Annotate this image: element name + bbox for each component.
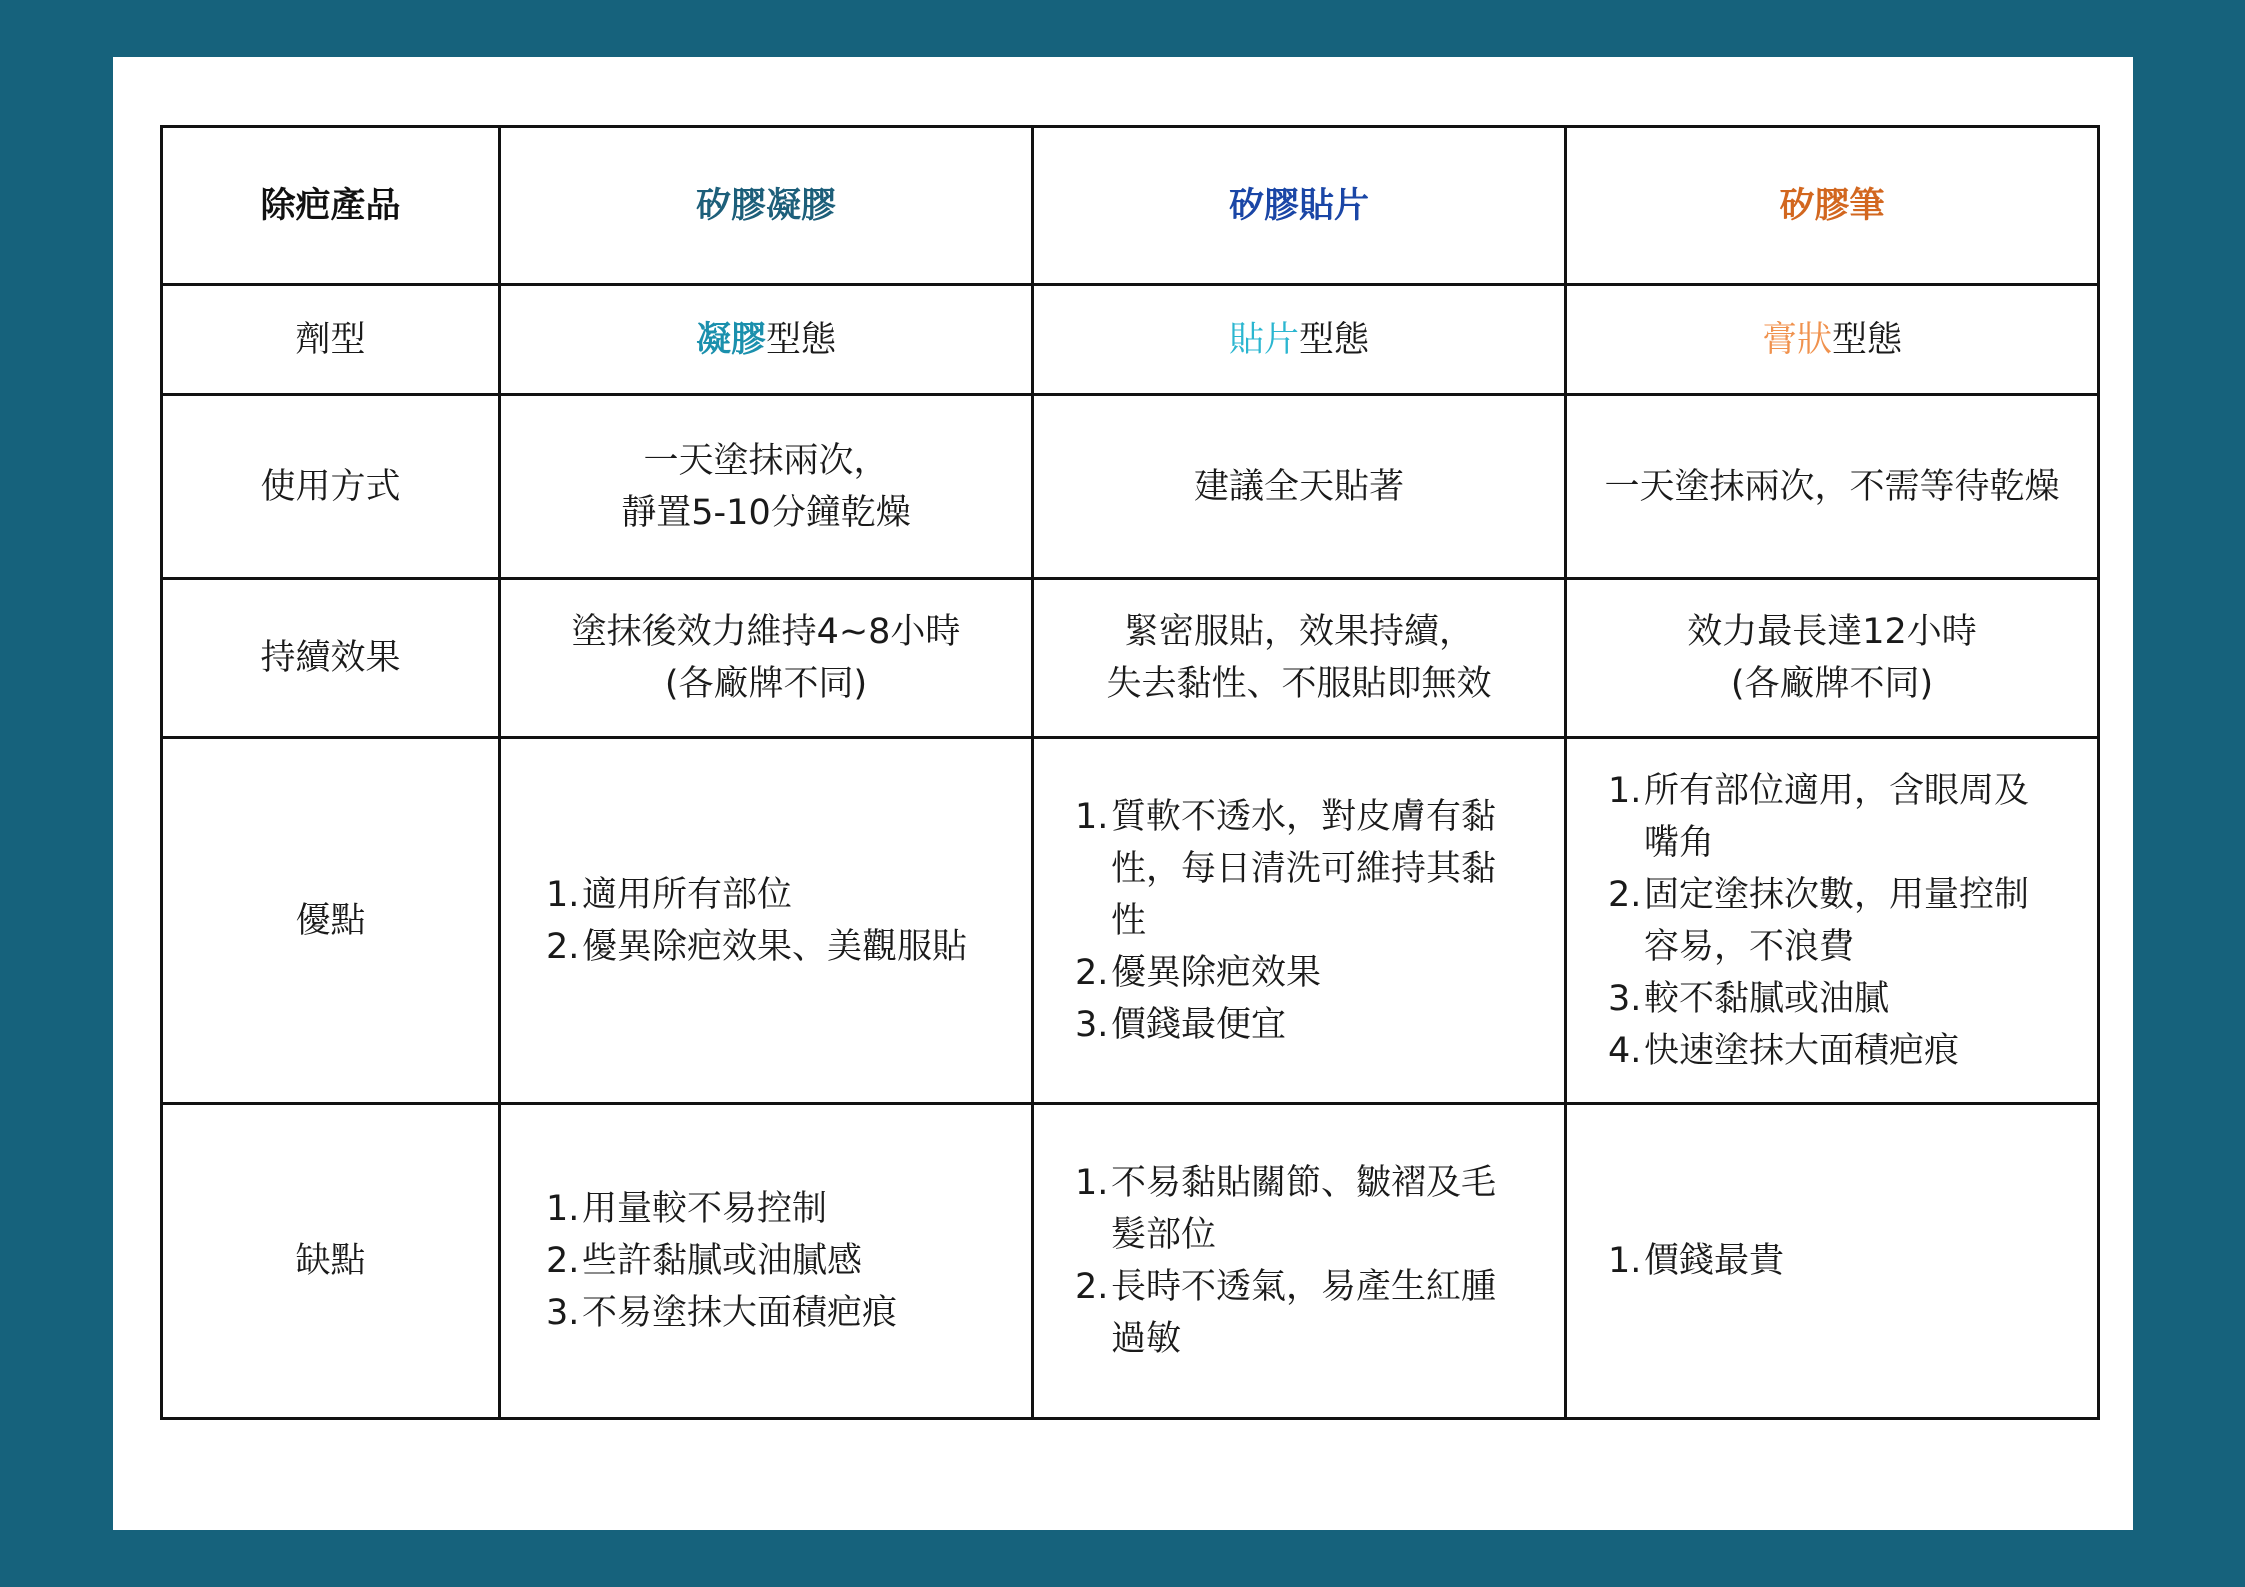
table-row-pros <box>162 738 2099 1104</box>
list-item-number: 2. <box>1608 874 1642 915</box>
list-item <box>546 1235 986 1287</box>
cons-sheet-list <box>1075 1157 1523 1365</box>
list-item-text: 所有部位適用，含眼周及嘴角 <box>1644 770 2030 863</box>
header-sheet: 矽膠貼片 <box>1033 127 1566 285</box>
usage-gel-line1: 一天塗抹兩次， <box>643 440 889 481</box>
list-item-text: 用量較不易控制 <box>582 1189 828 1229</box>
content-panel <box>113 57 2133 1530</box>
cons-label: 缺點 <box>162 1104 500 1419</box>
header-label: 除疤產品 <box>162 127 500 285</box>
pros-gel <box>500 738 1033 1104</box>
form-pen-highlight: 膏狀 <box>1761 319 1832 360</box>
list-item-number: 3. <box>546 1293 580 1333</box>
list-item <box>546 869 986 921</box>
list-item <box>1075 947 1523 999</box>
list-item-text: 適用所有部位 <box>582 874 793 915</box>
form-sheet-highlight: 貼片 <box>1228 319 1299 360</box>
list-item <box>1608 869 2056 973</box>
pros-gel-list <box>546 869 986 973</box>
duration-sheet <box>1033 579 1566 738</box>
usage-gel-line2: 靜置5-10分鐘乾燥 <box>621 492 911 533</box>
pros-sheet <box>1033 738 1566 1104</box>
list-item-text: 不易黏貼關節、皺褶及毛髮部位 <box>1111 1163 1497 1255</box>
duration-pen-line2: (各廠牌不同) <box>1730 664 1934 704</box>
duration-label: 持續效果 <box>162 579 500 738</box>
pros-pen <box>1566 738 2099 1104</box>
list-item-text: 長時不透氣，易產生紅腫過敏 <box>1111 1267 1497 1359</box>
list-item <box>546 1287 986 1339</box>
duration-pen-line1: 效力最長達12小時 <box>1687 612 1977 652</box>
list-item-number: 4. <box>1608 1030 1642 1071</box>
list-item <box>1075 1157 1523 1261</box>
list-item-number: 3. <box>1608 978 1642 1019</box>
form-gel-highlight: 凝膠 <box>695 319 766 360</box>
form-gel-suffix: 型態 <box>766 319 837 360</box>
list-item <box>1075 1261 1523 1365</box>
usage-gel <box>500 395 1033 579</box>
list-item-number: 1. <box>1075 796 1109 837</box>
pros-sheet-list <box>1075 791 1523 1051</box>
pros-label: 優點 <box>162 738 500 1104</box>
list-item-text: 價錢最便宜 <box>1111 1004 1287 1045</box>
duration-sheet-line2: 失去黏性、不服貼即無效 <box>1106 664 1492 704</box>
list-item <box>1608 1235 2056 1287</box>
table-row-header <box>162 127 2099 285</box>
list-item-number: 2. <box>546 1241 580 1281</box>
table-row-cons <box>162 1104 2099 1419</box>
cons-pen <box>1566 1104 2099 1419</box>
list-item <box>546 1183 986 1235</box>
list-item-number: 1. <box>546 1189 580 1229</box>
list-item <box>1608 1025 2056 1077</box>
list-item <box>1075 791 1523 947</box>
cons-gel <box>500 1104 1033 1419</box>
list-item-text: 些許黏膩或油膩感 <box>582 1241 863 1281</box>
list-item-text: 價錢最貴 <box>1644 1241 1785 1281</box>
comparison-table <box>160 125 2100 1420</box>
form-pen-suffix: 型態 <box>1832 319 1903 360</box>
list-item <box>1075 999 1523 1051</box>
header-gel: 矽膠凝膠 <box>500 127 1033 285</box>
form-sheet-suffix: 型態 <box>1299 319 1370 360</box>
form-pen <box>1566 285 2099 395</box>
list-item-number: 2. <box>1075 1267 1109 1307</box>
list-item-text: 質軟不透水，對皮膚有黏性，每日清洗可維持其黏性 <box>1111 796 1497 941</box>
list-item <box>1608 765 2056 869</box>
form-sheet <box>1033 285 1566 395</box>
cons-sheet <box>1033 1104 1566 1419</box>
table-row-form <box>162 285 2099 395</box>
header-pen: 矽膠筆 <box>1566 127 2099 285</box>
list-item-number: 1. <box>546 874 580 915</box>
duration-sheet-line1: 緊密服貼，效果持續， <box>1123 612 1474 652</box>
duration-gel <box>500 579 1033 738</box>
list-item-text: 快速塗抹大面積疤痕 <box>1644 1030 1960 1071</box>
list-item <box>546 921 986 973</box>
list-item-number: 2. <box>1075 952 1109 993</box>
table-row-usage <box>162 395 2099 579</box>
list-item-number: 2. <box>546 926 580 967</box>
list-item-text: 不易塗抹大面積疤痕 <box>582 1293 898 1333</box>
duration-pen <box>1566 579 2099 738</box>
form-gel <box>500 285 1033 395</box>
usage-pen: 一天塗抹兩次，不需等待乾燥 <box>1566 395 2099 579</box>
list-item-number: 1. <box>1608 1241 1642 1281</box>
form-label: 劑型 <box>162 285 500 395</box>
usage-sheet: 建議全天貼著 <box>1033 395 1566 579</box>
cons-pen-list <box>1608 1235 2056 1287</box>
usage-label: 使用方式 <box>162 395 500 579</box>
duration-gel-line2: (各廠牌不同) <box>664 664 868 704</box>
list-item-text: 優異除疤效果 <box>1111 952 1322 993</box>
list-item-text: 優異除疤效果、美觀服貼 <box>582 926 968 967</box>
list-item-number: 1. <box>1608 770 1642 811</box>
pros-pen-list <box>1608 765 2056 1077</box>
list-item-text: 固定塗抹次數，用量控制容易，不浪費 <box>1644 874 2030 967</box>
list-item-number: 3. <box>1075 1004 1109 1045</box>
list-item-number: 1. <box>1075 1163 1109 1203</box>
duration-gel-line1: 塗抹後效力維持4~8小時 <box>571 612 961 652</box>
table-row-duration <box>162 579 2099 738</box>
list-item-text: 較不黏膩或油膩 <box>1644 978 1890 1019</box>
list-item <box>1608 973 2056 1025</box>
cons-gel-list <box>546 1183 986 1339</box>
